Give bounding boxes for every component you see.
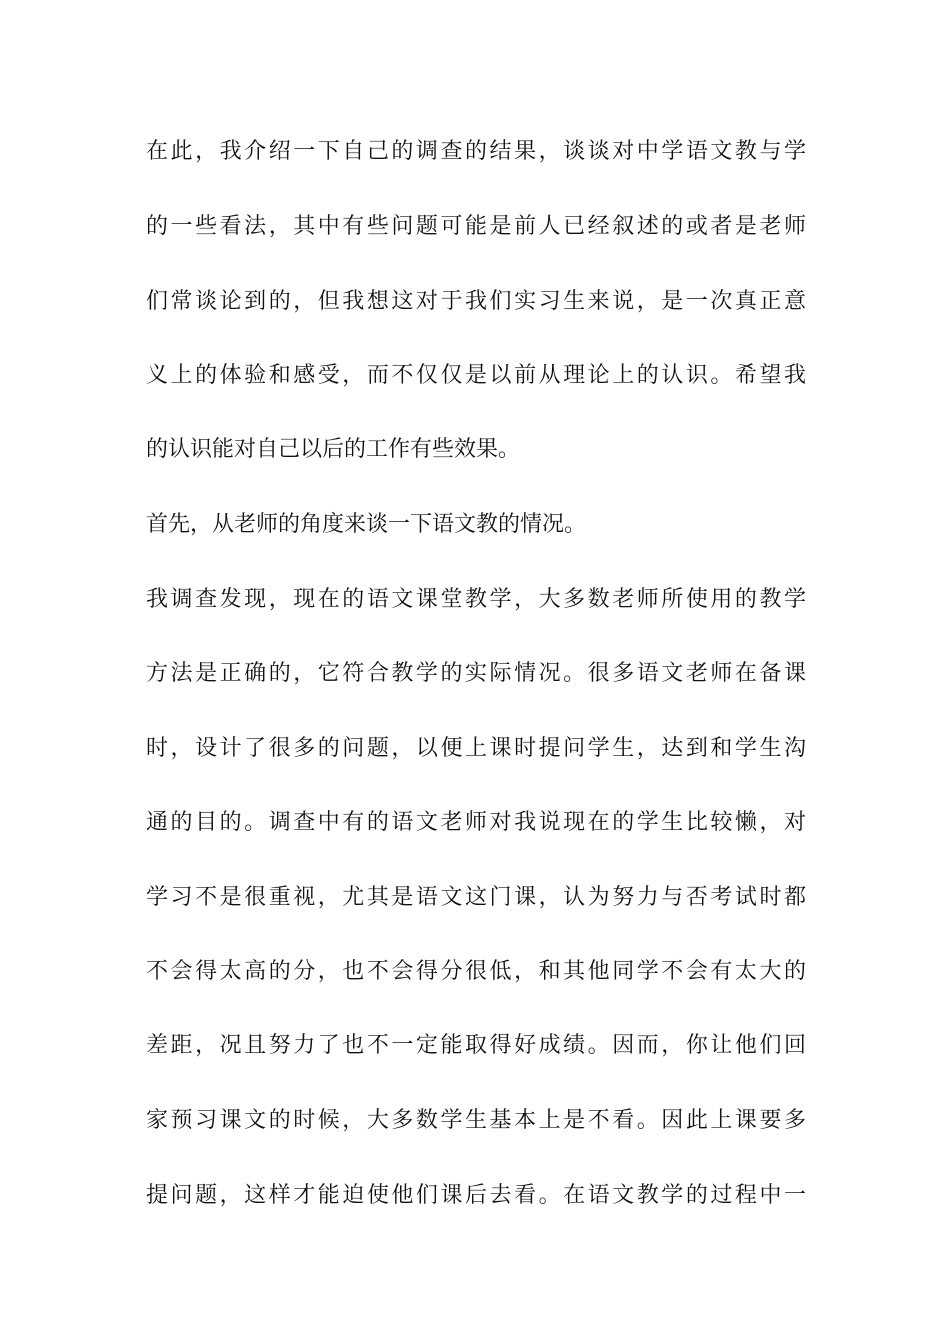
text-line: 在此，我介绍一下自己的调查的结果，谈谈对中学语文教与学 <box>146 139 806 164</box>
text-line: 不会得太高的分，也不会得分很低，和其他同学不会有太大的 <box>146 959 806 984</box>
text-line: 们常谈论到的，但我想这对于我们实习生来说，是一次真正意 <box>146 289 806 314</box>
text-line: 我调查发现，现在的语文课堂教学，大多数老师所使用的教学 <box>146 587 806 612</box>
text-line: 的认识能对自己以后的工作有些效果。 <box>146 437 521 462</box>
text-line: 通的目的。调查中有的语文老师对我说现在的学生比较懒，对 <box>146 810 806 835</box>
text-line: 学习不是很重视，尤其是语文这门课，认为努力与否考试时都 <box>146 885 806 910</box>
text-line: 提问题，这样才能迫使他们课后去看。在语文教学的过程中一 <box>146 1183 806 1208</box>
text-line: 时，设计了很多的问题，以便上课时提问学生，达到和学生沟 <box>146 736 806 761</box>
text-line: 义上的体验和感受，而不仅仅是以前从理论上的认识。希望我 <box>146 363 806 388</box>
text-line: 首先，从老师的角度来谈一下语文教的情况。 <box>146 512 587 537</box>
text-line: 差距，况且努力了也不一定能取得好成绩。因而，你让他们回 <box>146 1033 806 1058</box>
text-line: 方法是正确的，它符合教学的实际情况。很多语文老师在备课 <box>146 661 806 686</box>
text-line: 的一些看法，其中有些问题可能是前人已经叙述的或者是老师 <box>146 214 806 239</box>
text-line: 家预习课文的时候，大多数学生基本上是不看。因此上课要多 <box>146 1108 806 1133</box>
